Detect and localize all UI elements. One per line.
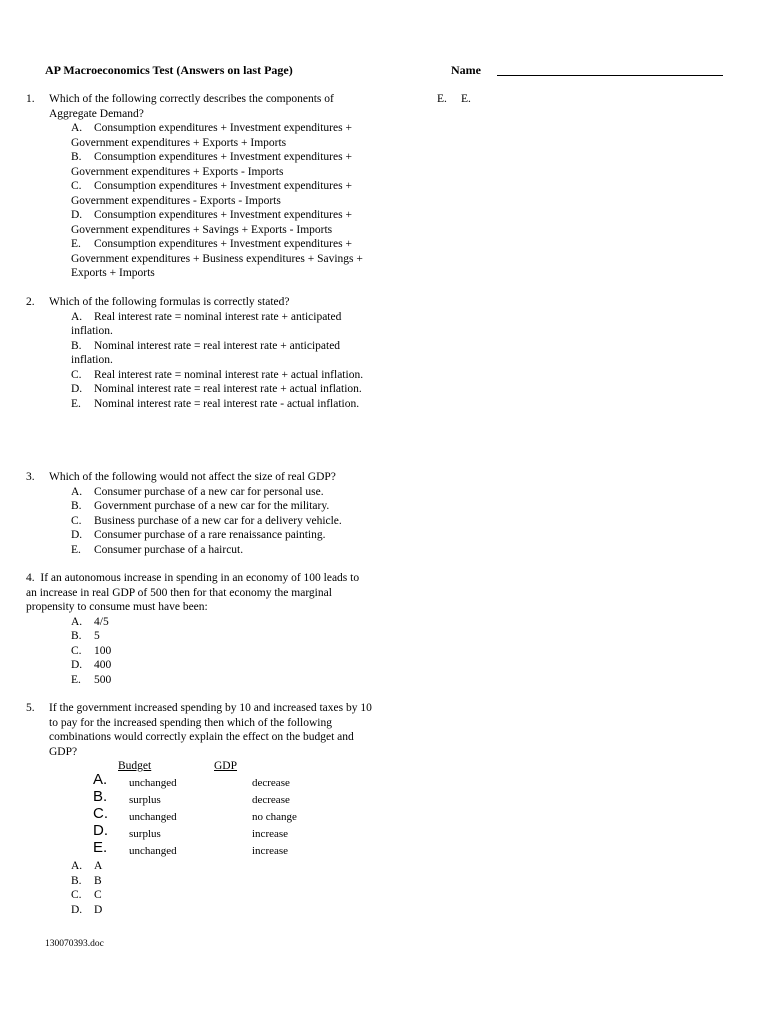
combination-table-header: [118, 759, 376, 774]
question-5: [26, 701, 376, 917]
right-column-answer: [437, 92, 471, 107]
choice-text: C: [94, 889, 102, 901]
choice-item: [71, 874, 376, 889]
choice-item: [71, 528, 376, 543]
right-column-text: E.: [461, 93, 471, 105]
gdp-value: increase: [252, 845, 289, 857]
choice-letter: C.: [71, 514, 82, 527]
question-text: Which of the following would not affect the size of real GDP?: [49, 471, 336, 483]
question-number: 3.: [26, 471, 35, 483]
budget-value: surplus: [129, 794, 161, 806]
right-column-letter: E.: [437, 93, 447, 105]
choice-letter: C.: [71, 644, 82, 657]
choice-text: Real interest rate = nominal interest rate + actual inflation.: [94, 368, 364, 381]
choice-item: [71, 615, 361, 630]
question-text: [26, 571, 361, 615]
choice-list: [71, 121, 371, 281]
choice-text: Nominal interest rate = real interest rate - actual inflation.: [94, 397, 360, 410]
choice-text: 500: [94, 673, 112, 686]
choice-text: 100: [94, 644, 112, 657]
question-3: [26, 470, 376, 557]
budget-value: unchanged: [129, 777, 177, 789]
combination-row: [93, 771, 376, 791]
name-line: [497, 75, 723, 76]
gdp-column-header: GDP: [214, 760, 238, 772]
choice-letter: D.: [71, 659, 83, 671]
choice-list: [71, 615, 361, 688]
choice-item: [71, 859, 376, 874]
gdp-value: no change: [252, 811, 297, 823]
choice-item: [71, 514, 376, 529]
choice-letter: C.: [71, 180, 82, 192]
choice-letter: E.: [71, 397, 81, 410]
choice-text: 4/5: [94, 615, 109, 628]
budget-column-header: Budget: [118, 760, 152, 772]
choice-item: [71, 310, 371, 339]
gdp-value: decrease: [252, 777, 290, 789]
choice-item: [71, 658, 361, 673]
question-number: 2.: [26, 296, 35, 308]
question-1: [26, 92, 376, 281]
choice-letter: D.: [71, 529, 83, 541]
choice-list: [71, 859, 376, 917]
combination-row: [93, 805, 376, 825]
choice-letter: A.: [71, 860, 83, 872]
choice-item: [71, 644, 361, 659]
choice-text: Consumption expenditures + Investment expenditures + Government expenditures + Exports - Imports: [71, 151, 352, 178]
choice-letter: E.: [71, 238, 81, 250]
combination-row: [93, 839, 376, 859]
budget-value: unchanged: [129, 845, 177, 857]
question-text: If the government increased spending by 10 and increased taxes by 10 to pay for the increased spending then which of the following combinations would correctly explain the effect on the budget and GDP?: [49, 702, 372, 758]
budget-value: unchanged: [129, 811, 177, 823]
name-label: Name: [451, 63, 481, 77]
row-letter: C.: [93, 805, 108, 822]
choice-text: Consumption expenditures + Investment expenditures + Government expenditures - Exports - Imports: [71, 180, 352, 207]
page-title: AP Macroeconomics Test (Answers on last Page): [45, 63, 293, 77]
choice-letter: A.: [71, 615, 83, 628]
choice-text: Real interest rate = nominal interest rate + anticipated inflation.: [71, 310, 342, 337]
question-number: 4.: [26, 572, 35, 584]
row-letter: D.: [93, 822, 108, 839]
choice-text: Business purchase of a new car for a delivery vehicle.: [94, 514, 342, 527]
choice-item: [71, 208, 371, 237]
question-2: [26, 295, 376, 411]
choice-item: [71, 485, 376, 500]
choice-letter: A.: [71, 485, 83, 498]
choice-item: [71, 629, 361, 644]
choice-letter: E.: [71, 673, 81, 686]
choice-item: [71, 237, 371, 281]
choice-item: [71, 382, 371, 397]
budget-value: surplus: [129, 828, 161, 840]
question-text-body: If an autonomous increase in spending in an economy of 100 leads to an increase in real GDP of 500 then for that economy the marginal propensity to consume must have been:: [26, 572, 360, 613]
choice-item: [71, 499, 376, 514]
row-letter: E.: [93, 839, 108, 856]
choice-letter: B.: [71, 151, 82, 163]
choice-item: [71, 903, 376, 918]
choice-text: 400: [94, 659, 112, 671]
question-number: 5.: [26, 702, 35, 714]
choice-text: A: [94, 860, 103, 872]
choice-text: Nominal interest rate = real interest rate + actual inflation.: [94, 383, 362, 395]
choice-item: [71, 339, 371, 368]
choice-text: D: [94, 903, 103, 916]
choice-letter: A.: [71, 122, 83, 134]
combination-row: [93, 822, 376, 842]
gdp-value: increase: [252, 828, 289, 840]
choice-letter: C.: [71, 368, 82, 381]
choice-text: Consumption expenditures + Investment expenditures + Government expenditures + Exports + Imports: [71, 122, 352, 149]
choice-letter: B.: [71, 500, 82, 512]
choice-item: [71, 543, 376, 558]
choice-item: [71, 673, 361, 688]
choice-letter: B.: [71, 339, 82, 352]
choice-letter: D.: [71, 903, 83, 916]
gdp-value: decrease: [252, 794, 290, 806]
row-letter: A.: [93, 771, 108, 788]
footer-filename: 130070393.doc: [45, 939, 104, 949]
choice-text: Consumption expenditures + Investment expenditures + Government expenditures + Business expenditures + Savings + Exports + Imports: [71, 238, 363, 279]
choice-item: [71, 368, 371, 383]
choice-item: [71, 150, 371, 179]
choice-text: 5: [94, 630, 100, 642]
choice-text: Consumption expenditures + Investment expenditures + Government expenditures + Savings + Exports - Imports: [71, 209, 352, 236]
choice-item: [71, 397, 371, 412]
choice-list: [71, 485, 376, 558]
choice-item: [71, 179, 371, 208]
choice-letter: C.: [71, 889, 82, 901]
choice-text: Consumer purchase of a new car for personal use.: [94, 485, 324, 498]
choice-item: [71, 121, 371, 150]
choice-text: Consumer purchase of a haircut.: [94, 543, 244, 556]
combination-row: [93, 788, 376, 808]
choice-text: Consumer purchase of a rare renaissance painting.: [94, 529, 326, 541]
question-text: Which of the following correctly describes the components of Aggregate Demand?: [49, 93, 334, 120]
choice-letter: D.: [71, 209, 83, 221]
choice-letter: D.: [71, 383, 83, 395]
question-number: 1.: [26, 93, 35, 105]
question-text: Which of the following formulas is correctly stated?: [49, 296, 290, 308]
row-letter: B.: [93, 788, 108, 805]
choice-letter: A.: [71, 310, 83, 323]
choice-list: [71, 310, 371, 412]
choice-text: Nominal interest rate = real interest rate + anticipated inflation.: [71, 339, 341, 366]
choice-item: [71, 888, 376, 903]
choice-text: B: [94, 874, 102, 887]
choice-letter: B.: [71, 630, 82, 642]
choice-letter: E.: [71, 543, 81, 556]
question-4: [26, 571, 361, 687]
choice-letter: B.: [71, 874, 82, 887]
combination-table: [26, 771, 376, 859]
choice-text: Government purchase of a new car for the military.: [94, 500, 330, 512]
